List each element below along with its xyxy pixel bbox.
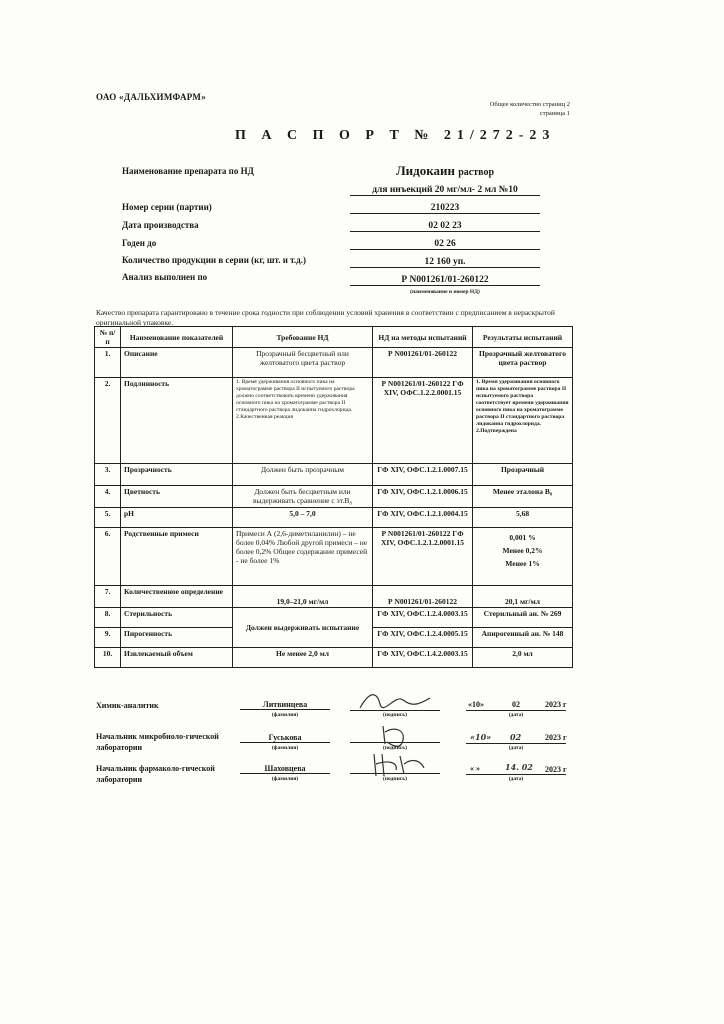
series-value: 210223 bbox=[350, 203, 540, 214]
sign-month: 02 bbox=[510, 732, 522, 742]
drug-form: для инъекций 20 мг/мл- 2 мл №10 bbox=[350, 185, 540, 196]
row-result: Прозрачный желтоватого цвета раствор bbox=[473, 348, 573, 378]
table-row bbox=[95, 608, 573, 628]
sign-year: 2023 г bbox=[545, 700, 567, 709]
row-indicator: Родственные примеси bbox=[121, 528, 233, 586]
row-indicator: Пирогенность bbox=[121, 628, 233, 648]
page-count bbox=[470, 100, 570, 118]
signer-name: Шаховцева bbox=[240, 764, 330, 774]
quantity-label: Количество продукции в серии (кг, шт. и т.д.) bbox=[122, 255, 306, 265]
signer-role: Начальник микробиоло-гической лаборатории bbox=[96, 732, 219, 752]
sign-year: 2023 г bbox=[545, 765, 567, 774]
row-result: 2,0 мл bbox=[473, 648, 573, 668]
sign-month: 02 bbox=[512, 700, 520, 709]
date-caption: (дата) bbox=[508, 712, 524, 718]
row-method: Р N001261/01-260122 ГФ XIV, ОФС.1.2.1.2.0001.15 bbox=[373, 528, 473, 586]
row-result: Апирогенный ан. № 148 bbox=[473, 628, 573, 648]
signature-caption: (подпись) bbox=[383, 745, 407, 751]
page-number: страница 1 bbox=[539, 110, 570, 117]
series-label: Номер серии (партии) bbox=[122, 202, 212, 212]
table-header-row bbox=[95, 327, 573, 348]
row-indicator: Цветность bbox=[121, 486, 233, 508]
company-name: ОАО «ДАЛЬХИМФАРМ» bbox=[96, 92, 207, 102]
total-pages: Общее количество страниц 2 bbox=[489, 101, 570, 108]
surname-caption: (фамилия) bbox=[271, 712, 299, 718]
row-method: ГФ XIV, ОФС.1.2.4.0005.15 bbox=[373, 628, 473, 648]
analysis-note: (наименование и номер НД) bbox=[410, 289, 480, 295]
signature-caption: (подпись) bbox=[383, 712, 407, 718]
signer-name: Литвинцева bbox=[240, 700, 330, 710]
row-num: 1. bbox=[95, 348, 121, 378]
table-row bbox=[95, 348, 573, 378]
row-result bbox=[473, 528, 573, 586]
date-line bbox=[466, 710, 566, 711]
date-caption: (дата) bbox=[508, 745, 524, 751]
expiry-label: Годен до bbox=[122, 238, 157, 248]
sign-year: 2023 г bbox=[545, 733, 567, 742]
row-indicator: Количественное определение bbox=[121, 586, 233, 608]
table-row bbox=[95, 486, 573, 508]
passport-title: П А С П О Р Т № 21/272-23 bbox=[235, 128, 556, 143]
table-row bbox=[95, 586, 573, 608]
row-indicator: Подлинность bbox=[121, 378, 233, 464]
row-method: ГФ XIV, ОФС.1.4.2.0003.15 bbox=[373, 648, 473, 668]
drug-name-suffix: раствор bbox=[458, 167, 495, 178]
row-result: 20,1 мг/мл bbox=[473, 586, 573, 608]
signer-role: Химик-аналитик bbox=[96, 701, 159, 710]
sign-day: «10» bbox=[470, 732, 492, 742]
table-row bbox=[95, 378, 573, 464]
signer-role: Начальник фармаколо-гической лаборатории bbox=[96, 764, 215, 784]
analysis-value: Р N001261/01-260122 bbox=[350, 275, 540, 286]
row-num: 6. bbox=[95, 528, 121, 586]
sign-day: « » bbox=[470, 764, 480, 773]
row-result: 1. Время удерживания основного пика на хроматограмме раствора II испытуемого раствора соответствует времени удерживания основного пика на хроматограмме раствора II стандартного раствора лидокаина гидрохлорида. 2.Подтверждена bbox=[473, 378, 573, 464]
surname-caption: (фамилия) bbox=[271, 745, 299, 751]
row-num: 2. bbox=[95, 378, 121, 464]
row-method: ГФ XIV, ОФС.1.2.1.0004.15 bbox=[373, 508, 473, 528]
sign-month: 14. 02 bbox=[505, 762, 533, 772]
quality-statement: Качество препарата гарантировано в течение срока годности при соблюдении условий хранения в соответствии с предписанием в нераскрытой оригинальной упаковке. bbox=[96, 308, 555, 327]
row-requirement: Должен быть прозрачным bbox=[233, 464, 373, 486]
row-method: Р N001261/01-260122 bbox=[373, 348, 473, 378]
row-method: ГФ XIV, ОФС.1.2.1.0007.15 bbox=[373, 464, 473, 486]
header-requirement: Требование НД bbox=[233, 327, 373, 348]
handwritten-signature bbox=[355, 688, 435, 714]
header-num: № п/п bbox=[95, 327, 121, 348]
table-row bbox=[95, 508, 573, 528]
date-caption: (дата) bbox=[508, 776, 524, 782]
row-requirement: 1. Время удерживания основного пика на хроматограмме раствора II испытуемого раствора должно соответствовать времени удерживания основного пика на хроматограмме раствора II стандартного раствора лидокаина гидрохлорида. 2.Качественная реакция bbox=[233, 378, 373, 464]
row-requirement: Прозрачный бесцветный или желтоватого цвета раствор bbox=[233, 348, 373, 378]
date-line bbox=[466, 774, 566, 775]
expiry-value: 02 26 bbox=[350, 239, 540, 250]
result-line: Менее 0,2% bbox=[502, 546, 543, 555]
table-row bbox=[95, 648, 573, 668]
result-line: 0,001 % bbox=[509, 533, 536, 542]
row-method: ГФ XIV, ОФС.1.2.1.0006.15 bbox=[373, 486, 473, 508]
drug-name-main: Лидокаин bbox=[395, 163, 455, 178]
drug-name bbox=[355, 163, 535, 179]
row-method: Р N001261/01-260122 ГФ XIV, ОФС.1.2.2.0001.15 bbox=[373, 378, 473, 464]
header-indicator: Наименование показателей bbox=[121, 327, 233, 348]
row-num: 8. bbox=[95, 608, 121, 628]
row-num: 4. bbox=[95, 486, 121, 508]
row-num: 7. bbox=[95, 586, 121, 608]
row-requirement: Не менее 2,0 мл bbox=[233, 648, 373, 668]
row-indicator: Описание bbox=[121, 348, 233, 378]
row-num: 3. bbox=[95, 464, 121, 486]
signer-name: Гуськова bbox=[240, 733, 330, 743]
row-result: Прозрачный bbox=[473, 464, 573, 486]
row-indicator: pH bbox=[121, 508, 233, 528]
signature-caption: (подпись) bbox=[383, 776, 407, 782]
row-num: 5. bbox=[95, 508, 121, 528]
header-method: НД на методы испытаний bbox=[373, 327, 473, 348]
header-result: Результаты испытаний bbox=[473, 327, 573, 348]
sign-day: «10» bbox=[468, 700, 484, 709]
drug-name-label: Наименование препарата по НД bbox=[122, 166, 254, 176]
row-method: ГФ XIV, ОФС.1.2.4.0003.15 bbox=[373, 608, 473, 628]
row-requirement: Должен быть бесцветным или выдерживать сравнение с эт.В₈ bbox=[233, 486, 373, 508]
row-requirement: Примеси А (2,6-диметиланилин) – не более 0,04% Любой другой примеси – не более 0,2% Общее содержание примесей - не более 1% bbox=[233, 528, 373, 586]
production-date-value: 02 02 23 bbox=[350, 221, 540, 232]
row-result: 5,68 bbox=[473, 508, 573, 528]
row-indicator: Прозрачность bbox=[121, 464, 233, 486]
production-date-label: Дата производства bbox=[122, 220, 199, 230]
row-indicator: Стерильность bbox=[121, 608, 233, 628]
date-line bbox=[466, 743, 566, 744]
result-line: Менее 1% bbox=[505, 559, 540, 568]
row-num: 9. bbox=[95, 628, 121, 648]
test-results-table bbox=[94, 326, 573, 668]
row-requirement: 5,0 – 7,0 bbox=[233, 508, 373, 528]
row-requirement: 19,0–21,0 мг/мл bbox=[233, 586, 373, 608]
row-result: Менее эталона В₈ bbox=[473, 486, 573, 508]
row-indicator: Извлекаемый объем bbox=[121, 648, 233, 668]
table-row bbox=[95, 464, 573, 486]
analysis-label: Анализ выполнен по bbox=[122, 272, 208, 282]
surname-caption: (фамилия) bbox=[271, 776, 299, 782]
row-result: Стерильный ан. № 269 bbox=[473, 608, 573, 628]
row-requirement: Должен выдерживать испытание bbox=[233, 608, 373, 648]
row-method: Р N001261/01-260122 bbox=[373, 586, 473, 608]
table-row bbox=[95, 528, 573, 586]
row-num: 10. bbox=[95, 648, 121, 668]
quantity-value: 12 160 уп. bbox=[350, 257, 540, 268]
